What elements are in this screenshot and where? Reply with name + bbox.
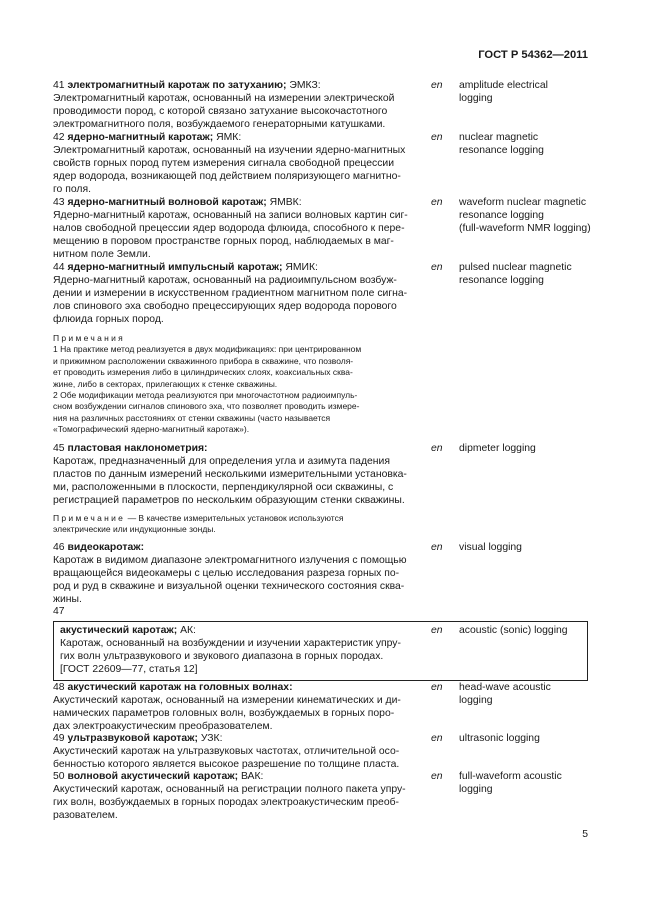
entry-42-def-line: Электромагнитный каротаж, основанный на изучении ядерно-магнитных [53,144,406,156]
entry-44-def-line: лов спинового эха свободно прецессирующих ядер водорода порового [53,300,397,312]
entry-43-lang: en [431,197,443,208]
entry-43-def-line: нитном поле Земли. [53,248,151,260]
entry-45-en [459,443,646,456]
entry-43-abbr: ЯМВК: [266,197,302,208]
entry-44-def-line: флюида горных пород. [53,313,164,325]
entry-43-term: ядерно-магнитный волновой каротаж; [67,197,267,208]
entry-45-lang: en [431,443,443,454]
entry-42-def-line: го поля. [53,183,91,195]
entry-46-def-line: вращающейся видеокамеры с целью исследования разреза горных по- [53,567,400,579]
entry-43-def-line: налов свободной прецессии ядер водорода флюида, способного к пере- [53,222,405,234]
en-term-line: logging [459,783,493,795]
entry-46-def-line: род и руд в скважине и визуальной оценки технического состояния сква- [53,580,405,592]
entry-45-heading [53,443,415,456]
entry-41-def-line: проводимости пород, с которой связано затухание высокочастотного [53,105,388,117]
note-45-text: — В качестве измерительных установок используются [125,513,344,523]
entry-49-number: 49 [53,733,65,744]
entry-50-abbr: ВАК: [238,771,264,782]
entry-44-def-line: дении и измерении в искусственном градиентном магнитном поле сигна- [53,287,408,299]
entry-41-lang: en [431,80,443,91]
en-term-line: resonance logging [459,274,544,286]
entry-50-def-line: Акустический каротаж, основанный на регистрации полного пакета упру- [53,783,406,795]
entry-48-def-line: намических параметров головных волн, возбуждаемых в горных поро- [53,707,395,719]
entry-41-def-line: Электромагнитный каротаж, основанный на измерении электрической [53,92,395,104]
entry-46-lang: en [431,542,443,553]
entry-48-lang: en [431,682,443,693]
en-term-line: head-wave acoustic [459,682,551,693]
note-44-line: «Томографический ядерно-магнитный каротаж»). [53,424,250,435]
entry-48-def-line: дах электроакустическим преобразователем. [53,720,273,732]
note-44-line: ет проводить измерения либо в цилиндрических слоях, коаксиальных сква- [53,367,353,378]
entry-45-def-line: ми, расположенными в плоскости, перпендикулярной оси скважины, с [53,481,394,493]
entry-48-number: 48 [53,682,65,693]
entry-41-def-line: электромагнитного поля, возбуждаемого генераторными катушками. [53,118,386,130]
entry-46-heading [53,542,415,555]
en-term-line: resonance logging [459,144,544,156]
standard-header: ГОСТ Р 54362—2011 [478,49,588,61]
entry-47-box [53,621,588,681]
note-45-first-line [53,513,415,524]
en-term-line: amplitude electrical [459,80,548,91]
entry-47-def-line: [ГОСТ 22609—77, статья 12] [60,663,198,675]
entry-49-def-line: Акустический каротаж на ультразвуковых частотах, отличительной осо- [53,745,400,757]
en-term-line: resonance logging [459,209,544,221]
note-45-line: электрические или индукционные зонды. [53,524,216,535]
note-45 [53,513,415,536]
en-term-line: waveform nuclear magnetic [459,197,587,208]
entry-41-abbr: ЭМКЗ: [286,80,321,91]
note-44-line: сном возбуждении сигналов спинового эха, что позволяет проводить измере- [53,401,360,412]
entry-44-abbr: ЯМИК: [282,262,318,273]
entry-46-term: видеокаротаж: [67,542,145,553]
entry-47-term: акустический каротаж; [60,625,178,636]
note-44-caption: Примечания [53,333,126,343]
entry-48-def-line: Акустический каротаж, основанный на измерении кинематических и ди- [53,694,401,706]
note-44-line: 1 На практике метод реализуется в двух модификациях: при центрированном [53,344,362,355]
entry-45-def-line: пластов по данным измерений несколькими измерительными установка- [53,468,407,480]
entry-42-lang: en [431,132,443,143]
entry-46-en [459,542,646,555]
entry-49-en [459,733,646,746]
en-term-line: logging [459,92,493,104]
entry-44-number: 44 [53,262,65,273]
entry-50-heading [53,771,415,784]
entry-50-lang: en [431,771,443,782]
entry-41-number: 41 [53,80,65,91]
entry-42-heading [53,132,415,145]
entry-44-heading [53,262,415,275]
entry-42-ru [53,132,415,197]
entry-48-term: акустический каротаж на головных волнах: [67,682,293,693]
entry-47-en: acoustic (sonic) logging [459,625,568,636]
en-term-line: nuclear magnetic [459,132,539,143]
entry-49-heading [53,733,415,746]
entry-48-heading [53,682,415,695]
entry-44-term: ядерно-магнитный импульсный каротаж; [67,262,283,273]
entry-42-en [459,132,646,158]
entry-43-heading [53,197,415,210]
entry-50-term: волновой акустический каротаж; [67,771,239,782]
entry-49-ru [53,733,415,772]
entry-42-number: 42 [53,132,65,143]
entry-42-abbr: ЯМК: [213,132,242,143]
entry-49-term: ультразвуковой каротаж; [67,733,198,744]
en-term-line: logging [459,694,493,706]
entry-46-def-line: Каротаж в видимом диапазоне электромагнитного излучения с помощью [53,554,407,566]
entry-44-lang: en [431,262,443,273]
entry-50-number: 50 [53,771,65,782]
entry-42-def-line: свойств горных пород путем измерения сигнала свободной прецессии [53,157,394,169]
entry-47-abbr: АК: [177,625,196,636]
entry-46-def-line: жины. [53,593,82,605]
entry-45-ru [53,443,415,508]
entry-49-def-line: бенностью которого является высокое разрешение по толщине пласта. [53,758,400,770]
entry-45-number: 45 [53,443,65,454]
entry-45-def-line: Каротаж, предназначенный для определения угла и азимута падения [53,455,390,467]
entry-46-number: 46 [53,542,65,553]
entry-50-ru [53,771,415,823]
entry-48-en [459,682,646,708]
en-term-line: ultrasonic logging [459,733,540,744]
entry-43-en [459,197,646,236]
entry-48-ru [53,682,415,734]
note-44 [53,333,415,436]
note-44-line: жине, либо в секторах, прилегающих к стенке скважины. [53,378,278,389]
entry-41-ru [53,80,415,132]
entry-41-en [459,80,646,106]
entry-50-def-line: гих волн, возбуждаемых в горных породах электроакустическим преоб- [53,796,400,808]
entry-47-heading [60,625,412,638]
entry-49-lang: en [431,733,443,744]
note-44-line: и прижимном расположении скважинного прибора в скважине, что позволя- [53,355,354,366]
entry-44-en [459,262,646,288]
entry-47-def-line: гих волн ультразвукового и звукового диапазона в горных породах. [60,650,384,662]
entry-43-def-line: мещению в поровом пространстве горных пород, наблюдаемых в маг- [53,235,394,247]
entry-49-abbr: УЗК: [197,733,223,744]
page-number: 5 [582,829,588,840]
note-44-line: ния на различных расстояниях от стенки скважины (часто называется [53,412,331,423]
en-term-line: pulsed nuclear magnetic [459,262,572,273]
entry-50-en [459,771,646,797]
entry-42-def-line: ядер водорода, возникающей под действием поляризующего магнитно- [53,170,401,182]
entry-42-term: ядерно-магнитный каротаж; [67,132,214,143]
entry-47-ru [60,625,412,677]
entry-47-def-line: Каротаж, основанный на возбуждении и изучении характеристик упру- [60,637,401,649]
entry-45-term: пластовая наклонометрия: [67,443,208,454]
entry-41-term: электромагнитный каротаж по затуханию; [67,80,287,91]
note-44-line: 2 Обе модификации метода реализуются при многочастотном радиоимпуль- [53,390,358,401]
entry-43-number: 43 [53,197,65,208]
en-term-line: visual logging [459,542,522,553]
en-term-line: (full-waveform NMR logging) [459,222,591,234]
entry-44-def-line: Ядерно-магнитный каротаж, основанный на радиоимпульсном возбуж- [53,274,397,286]
entry-45-def-line: регистрацией параметров по нескольким образующим стенки скважины. [53,494,405,506]
en-term-line: full-waveform acoustic [459,771,562,782]
entry-50-def-line: разователем. [53,809,118,821]
entry-47-number: 47 [53,606,65,617]
entry-44-ru [53,262,415,327]
note-45-caption: Примечание [53,513,126,523]
entry-46-ru [53,542,415,607]
entry-43-def-line: Ядерно-магнитный каротаж, основанный на записи волновых картин сиг- [53,209,408,221]
entry-41-heading [53,80,415,93]
entry-47-lang: en [431,625,443,636]
en-term-line: dipmeter logging [459,443,536,454]
entry-43-ru [53,197,415,262]
